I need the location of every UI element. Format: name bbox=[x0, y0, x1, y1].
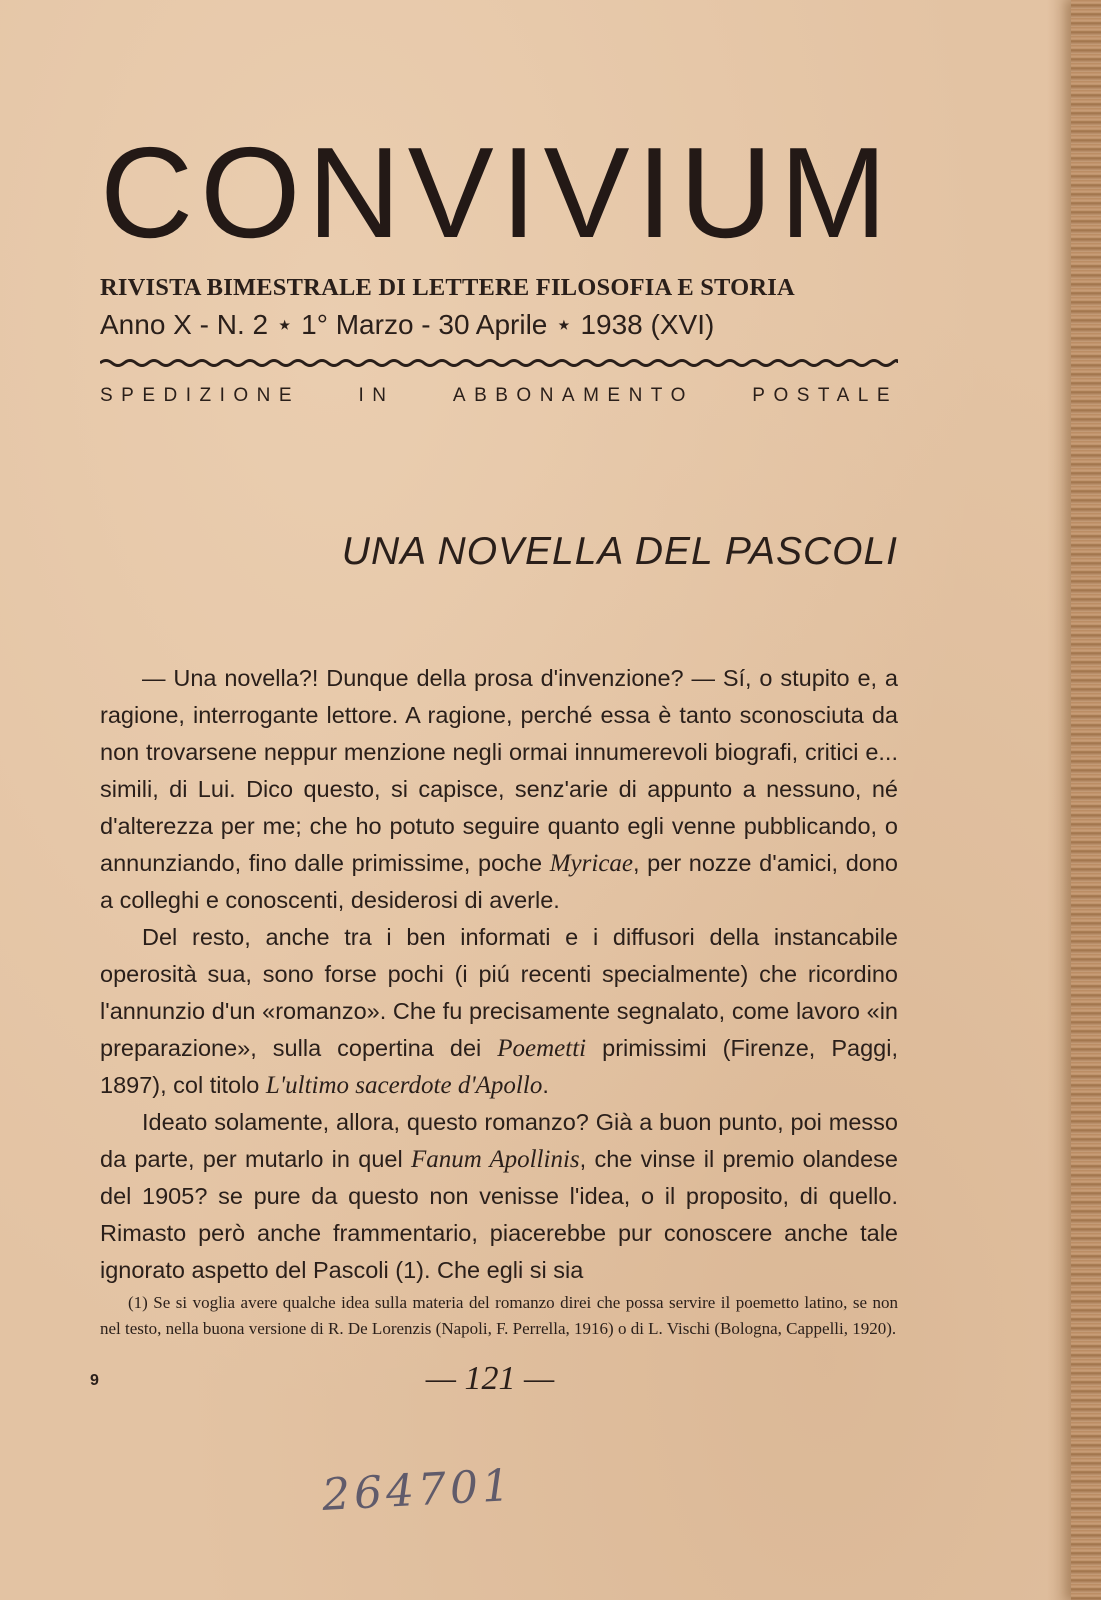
italic-title: Fanum Apollinis bbox=[410, 1146, 580, 1173]
text-run: Del resto, anche tra i ben informati e i diffusori della instancabile operosità sua, sono forse pochi (i piú recenti specialmente) che ricordino l'annunzio d'un «romanzo». Che fu precisamente segnalato, come lavoro «in preparazione», sulla copertina dei bbox=[100, 924, 898, 1061]
postal-line bbox=[100, 385, 898, 407]
text-run: Ideato solamente, allora, questo romanzo? Già a buon punto, poi messo da parte, per mutarlo in quel bbox=[100, 1109, 898, 1172]
issue-line: Anno X - N. 2 ⋆ 1° Marzo - 30 Aprile ⋆ 1938 (XVI) bbox=[100, 309, 715, 340]
paragraph bbox=[100, 660, 898, 919]
italic-title: Poemetti bbox=[497, 1035, 587, 1062]
journal-masthead: CONVIVIUM bbox=[100, 121, 895, 265]
text-run: . bbox=[542, 1072, 549, 1098]
handwritten-inventory-number: 264701 bbox=[320, 1460, 516, 1521]
postal-word: ABBONAMENTO bbox=[452, 385, 694, 406]
postal-word: POSTALE bbox=[752, 385, 898, 406]
postal-word: SPEDIZIONE bbox=[100, 385, 301, 406]
article-body bbox=[100, 660, 898, 1289]
italic-title: L'ultimo sacerdote d'Apollo bbox=[265, 1072, 543, 1099]
journal-subtitle: RIVISTA BIMESTRALE DI LETTERE FILOSOFIA E STORIA bbox=[100, 274, 795, 301]
paragraph bbox=[100, 919, 898, 1104]
footnote: (1) Se si voglia avere qualche idea sulla materia del romanzo direi che possa servire il poemetto latino, se non nel testo, nella buona versione di R. De Lorenzis (Napoli, F. Perrella, 1916) o di L. Vischi (Bologna, Cappelli, 1920). bbox=[100, 1293, 898, 1338]
italic-title: Myricae bbox=[549, 850, 634, 877]
text-run: , che vinse il premio olandese del 1905? se pure da questo non venisse l'idea, o il proposito, di quello. Rimasto però anche frammentario, piacerebbe pur conoscere anche tale ignorato aspetto del Pascoli (1). Che egli si sia bbox=[100, 1146, 898, 1283]
page-edge bbox=[1071, 0, 1101, 1600]
paragraph bbox=[100, 1104, 898, 1289]
wavy-ornament-rule bbox=[100, 358, 898, 368]
signature-mark: 9 bbox=[90, 1372, 99, 1389]
text-run: — Una novella?! Dunque della prosa d'invenzione? — Sí, o stupito e, a ragione, interrogante lettore. A ragione, perché essa è tanto sconosciuta da non trovarsene neppur menzione negli ormai innumerevoli biografi, critici e... simili, di Lui. Dico questo, si capisce, senz'arie di appunto a nessuno, né d'alterezza per me; che ho potuto seguire quanto egli venne pubblicando, o annunziando, fino dalle primissime, poche bbox=[100, 665, 898, 876]
postal-word: IN bbox=[358, 385, 395, 406]
article-title: UNA NOVELLA DEL PASCOLI bbox=[341, 530, 898, 573]
text-run: , per nozze d'amici, dono a colleghi e conoscenti, desiderosi di averle. bbox=[100, 850, 898, 913]
text-run: primissimi (Firenze, Paggi, 1897), col titolo bbox=[100, 1035, 898, 1098]
page-gutter-shadow bbox=[1047, 0, 1071, 1600]
page-number: — 121 — bbox=[425, 1360, 555, 1397]
